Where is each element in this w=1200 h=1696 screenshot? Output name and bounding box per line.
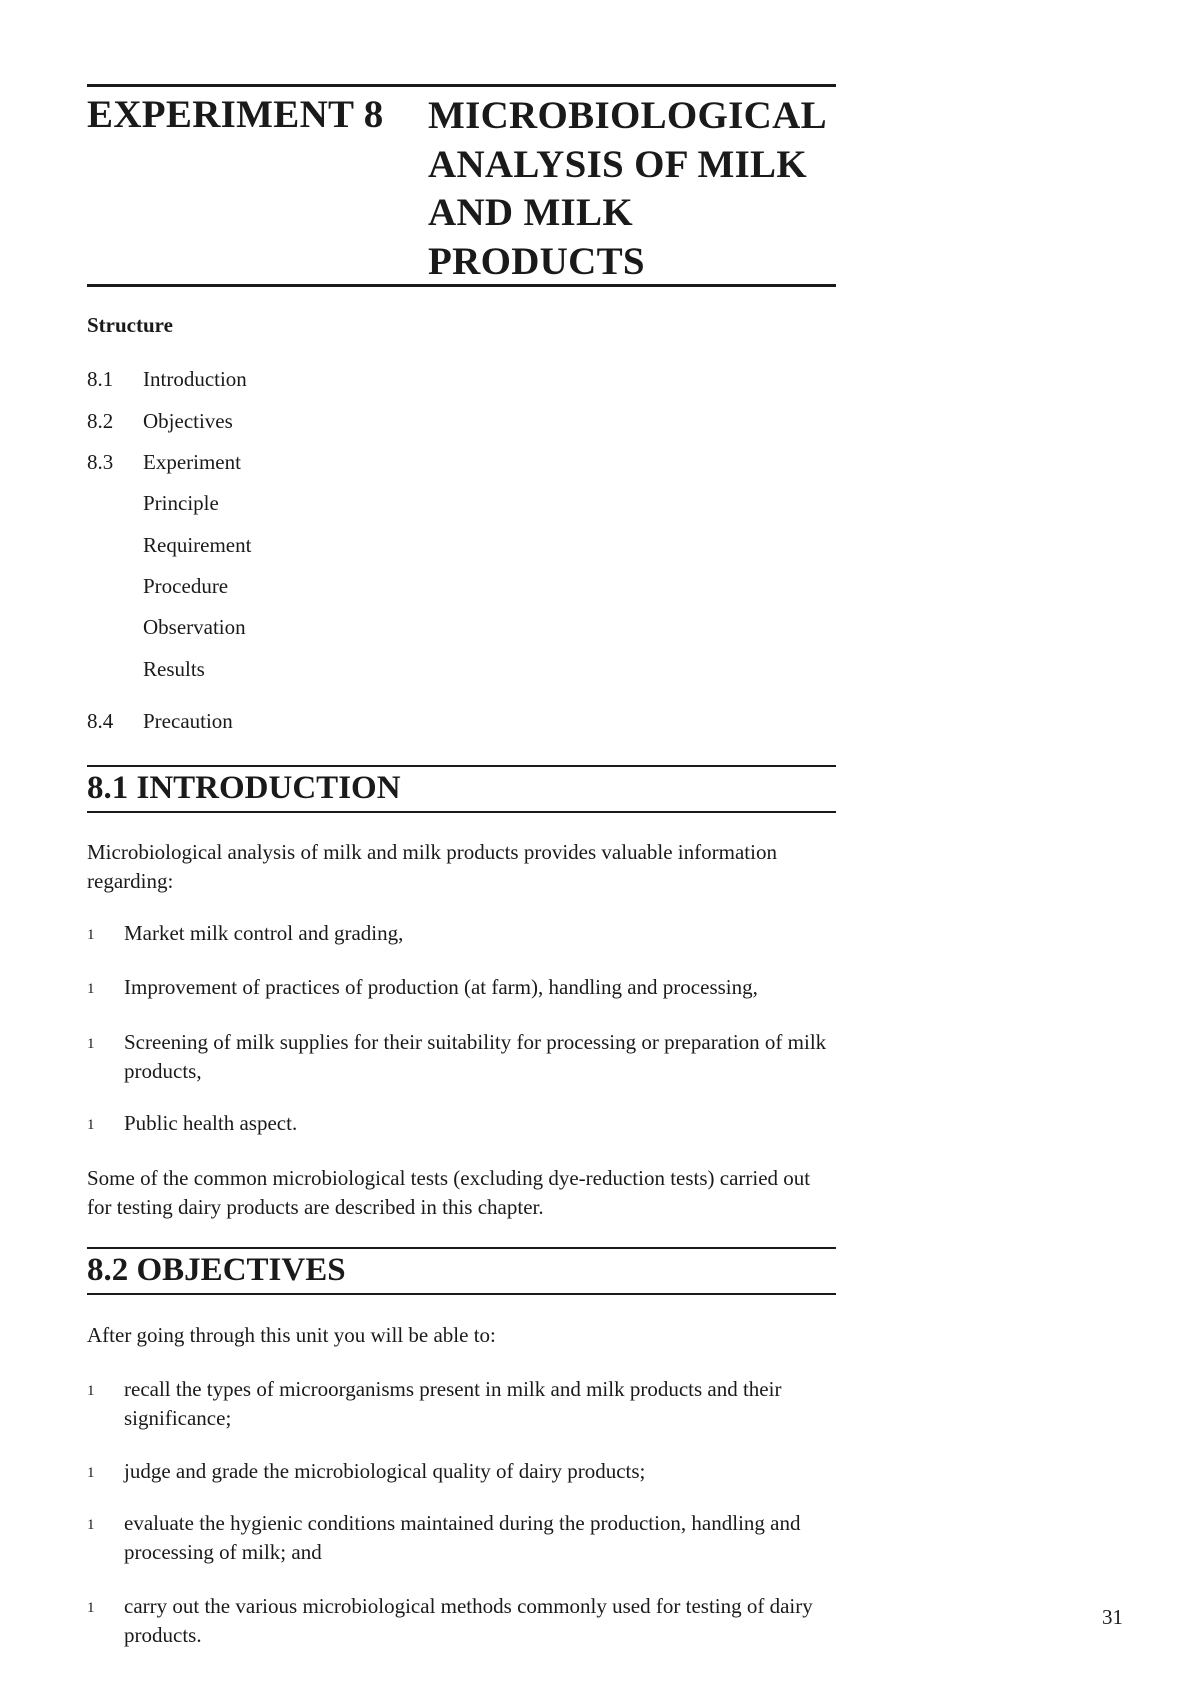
bullet-text: evaluate the hygienic conditions maintained during the production, handling and processing of milk; and — [124, 1511, 801, 1564]
toc-label: Requirement — [143, 533, 252, 557]
bullet-text: Market milk control and grading, — [124, 921, 404, 945]
page-number: 31 — [1102, 1605, 1123, 1629]
bullet-marker: 1 — [87, 1117, 95, 1133]
introduction-heading: 8.1 INTRODUCTION — [87, 770, 401, 806]
toc-label: Principle — [143, 491, 219, 515]
toc-label: Objectives — [143, 409, 233, 433]
experiment-title — [428, 92, 838, 286]
section-top-rule — [87, 765, 836, 767]
toc-label: Introduction — [143, 367, 247, 391]
structure-heading: Structure — [87, 313, 173, 337]
title-line: PRODUCTS — [428, 239, 645, 283]
bullet-text: Screening of milk supplies for their suitability for processing or preparation of milk products, — [124, 1030, 827, 1083]
title-line: ANALYSIS OF MILK — [428, 142, 807, 186]
objectives-heading: 8.2 OBJECTIVES — [87, 1252, 346, 1288]
bullet-marker: 1 — [87, 1036, 95, 1052]
section-bottom-rule — [87, 811, 836, 813]
experiment-label: EXPERIMENT 8 — [87, 93, 384, 136]
bullet-marker: 1 — [87, 927, 95, 943]
toc-label: Observation — [143, 615, 246, 639]
toc-label: Procedure — [143, 574, 229, 598]
objectives-intro: After going through this unit you will be able to: — [87, 1323, 496, 1347]
toc-number: 8.3 — [87, 450, 114, 474]
introduction-paragraph: Microbiological analysis of milk and milk products provides valuable information regarding: — [87, 840, 777, 893]
title-bottom-rule — [87, 284, 836, 287]
title-line: MICROBIOLOGICAL — [428, 94, 827, 137]
introduction-closing-paragraph: Some of the common microbiological tests (excluding dye-reduction tests) carried out for testing dairy products are described in this chapter. — [87, 1166, 811, 1219]
section-top-rule — [87, 1247, 836, 1249]
section-bottom-rule — [87, 1293, 836, 1295]
bullet-text: Improvement of practices of production (at farm), handling and processing, — [124, 975, 758, 999]
bullet-text: recall the types of microorganisms present in milk and milk products and their significance; — [124, 1377, 782, 1430]
toc-number: 8.4 — [87, 709, 114, 733]
toc-label: Precaution — [143, 709, 233, 733]
toc-number: 8.2 — [87, 409, 114, 433]
bullet-text: carry out the various microbiological methods commonly used for testing of dairy products. — [124, 1594, 813, 1647]
bullet-text: Public health aspect. — [124, 1111, 298, 1135]
bullet-marker: 1 — [87, 1517, 95, 1533]
bullet-marker: 1 — [87, 1600, 95, 1616]
toc-label: Results — [143, 657, 205, 681]
toc-number: 8.1 — [87, 367, 114, 391]
toc-label: Experiment — [143, 450, 241, 474]
title-top-rule — [87, 84, 836, 87]
bullet-marker: 1 — [87, 1465, 95, 1481]
bullet-marker: 1 — [87, 981, 95, 997]
bullet-marker: 1 — [87, 1383, 95, 1399]
title-line: AND MILK — [428, 191, 633, 234]
bullet-text: judge and grade the microbiological quality of dairy products; — [124, 1459, 646, 1483]
